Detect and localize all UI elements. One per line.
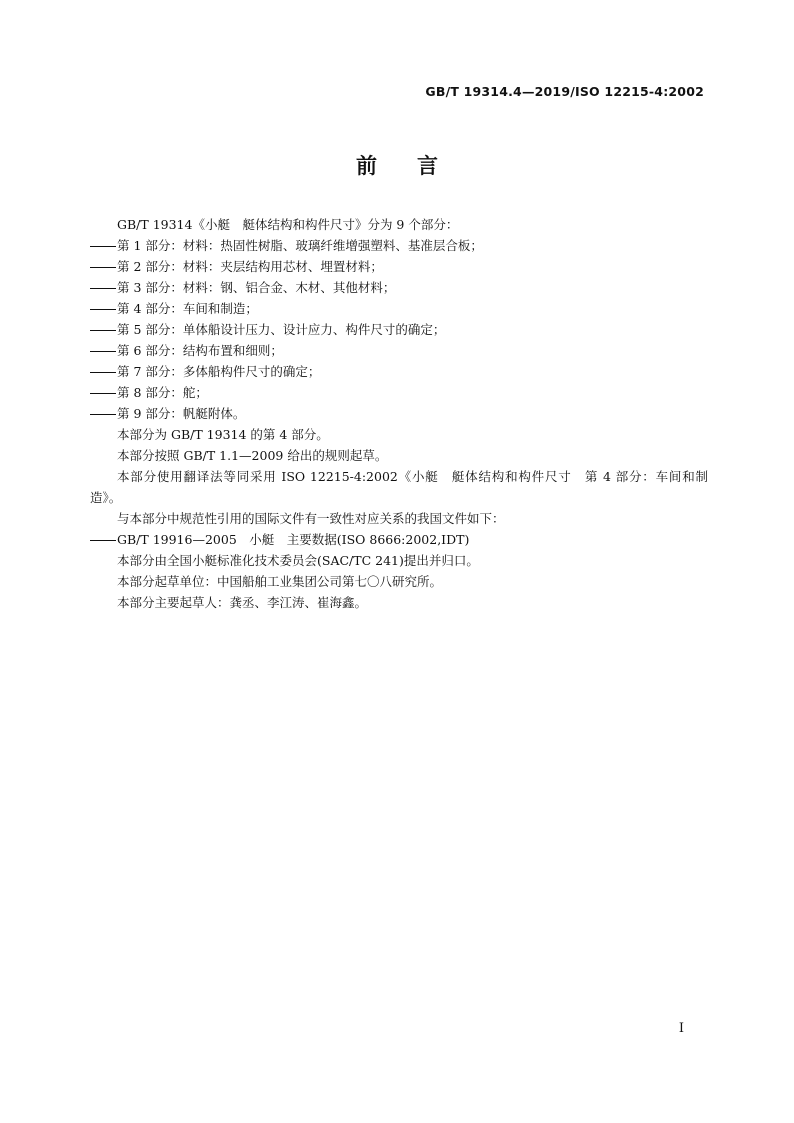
em-dash-marker (90, 393, 116, 394)
em-dash-marker (90, 309, 116, 310)
part-list-item (90, 298, 708, 319)
part-text: 第 8 部分：舵； (117, 385, 208, 400)
drafters-statement: 本部分主要起草人：龚丞、李江涛、崔海鑫。 (117, 595, 368, 610)
references-intro: 与本部分中规范性引用的国际文件有一致性对应关系的我国文件如下： (117, 511, 505, 526)
intro-paragraph: GB/T 19314《小艇 艇体结构和构件尺寸》分为 9 个部分： (117, 217, 459, 232)
em-dash-marker (90, 351, 116, 352)
drafting-rules-statement: 本部分按照 GB/T 1.1—2009 给出的规则起草。 (117, 448, 388, 463)
part-list-item (90, 256, 708, 277)
proposed-by-statement: 本部分由全国小艇标准化技术委员会(SAC/TC 241)提出并归口。 (117, 553, 479, 568)
em-dash-marker (90, 372, 116, 373)
em-dash-marker (90, 414, 116, 415)
part-list-item (90, 361, 708, 382)
em-dash-marker (90, 267, 116, 268)
standard-code-header: GB/T 19314.4—2019/ISO 12215-4:2002 (425, 84, 704, 99)
translation-statement: 本部分使用翻译法等同采用 ISO 12215-4:2002《小艇 艇体结构和构件尺寸 第 4 部分：车间和制造》。 (90, 469, 708, 505)
part-text: 第 6 部分：结构布置和细则； (117, 343, 283, 358)
drafting-unit-statement: 本部分起草单位：中国船舶工业集团公司第七〇八研究所。 (117, 574, 443, 589)
part-list-item (90, 319, 708, 340)
em-dash-marker (90, 540, 116, 541)
reference-list-item (90, 529, 708, 550)
part-text: 第 3 部分：材料：钢、铝合金、木材、其他材料； (117, 280, 396, 295)
foreword-body (90, 214, 708, 613)
em-dash-marker (90, 288, 116, 289)
em-dash-marker (90, 246, 116, 247)
part-list-item (90, 382, 708, 403)
part-text: 第 1 部分：材料：热固性树脂、玻璃纤维增强塑料、基准层合板； (117, 238, 483, 253)
part-text: 第 5 部分：单体船设计压力、设计应力、构件尺寸的确定； (117, 322, 446, 337)
reference-text: GB/T 19916—2005 小艇 主要数据(ISO 8666:2002,IDT) (117, 532, 470, 547)
part-text: 第 9 部分：帆艇附体。 (117, 406, 246, 421)
part-text: 第 2 部分：材料：夹层结构用芯材、埋置材料； (117, 259, 383, 274)
part-text: 第 4 部分：车间和制造； (117, 301, 258, 316)
part-list-item (90, 340, 708, 361)
part-list-item (90, 277, 708, 298)
part-of-statement: 本部分为 GB/T 19314 的第 4 部分。 (117, 427, 329, 442)
part-list-item (90, 403, 708, 424)
part-list-item (90, 235, 708, 256)
page-number: I (678, 1021, 684, 1036)
page-title: 前言 (356, 154, 478, 178)
part-text: 第 7 部分：多体船构件尺寸的确定； (117, 364, 321, 379)
em-dash-marker (90, 330, 116, 331)
